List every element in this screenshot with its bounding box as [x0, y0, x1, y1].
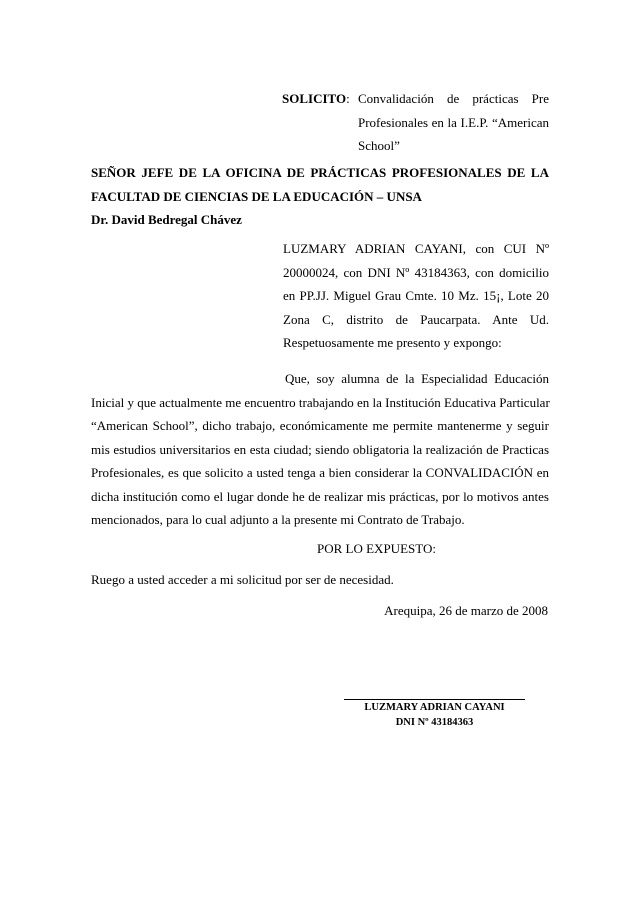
body-line: Profesionales, es que solicito a usted tenga a bien considerar la CONVALIDACIÓN en [91, 465, 549, 480]
body-line: Que, soy alumna de la Especialidad Educación [285, 371, 549, 386]
petitioner-line: Respetuosamente me presento y expongo: [283, 335, 502, 350]
body-line: “American School”, dicho trabajo, económicamente me permite mantenerme y seguir [91, 418, 549, 433]
subject-line: Profesionales en la I.E.P. “American [358, 114, 549, 130]
signature-block [344, 699, 525, 730]
body-line: mis estudios universitarios en esta ciudad; siendo obligatoria la realización de Practicas [91, 441, 549, 457]
subject-header [0, 87, 638, 159]
place-date: Arequipa, 26 de marzo de 2008 [384, 603, 548, 618]
signature-name: LUZMARY ADRIAN CAYANI [364, 702, 505, 713]
subject-label-colon: : [346, 91, 350, 106]
body-line: mencionados, para lo cual adjunto a la presente mi Contrato de Trabajo. [91, 512, 465, 527]
subject-label [282, 87, 350, 111]
body-line: dicha institución como el lugar donde he de realizar mis prácticas, por lo motivos antes [91, 488, 549, 504]
request-line: Ruego a usted acceder a mi solicitud por ser de necesidad. [91, 572, 394, 587]
addressee-name: Dr. David Bedregal Chávez [91, 212, 242, 227]
subject-line: School” [358, 138, 400, 153]
petitioner-line: Zona C, distrito de Paucarpata. Ante Ud. [283, 311, 549, 327]
addressee [91, 161, 549, 232]
subject-label-text: SOLICITO [282, 91, 347, 106]
body-line: Inicial y que actualmente me encuentro trabajando en la Institución Educativa Particular [91, 394, 550, 410]
petitioner-info [283, 237, 549, 355]
addressee-line: SEÑOR JEFE DE LA OFICINA DE PRÁCTICAS PROFESIONALES DE LA [91, 165, 549, 180]
petitioner-line: 20000024, con DNI Nº 43184363, con domicilio [283, 264, 549, 280]
subject-line: Convalidación de prácticas Pre [358, 91, 549, 106]
subject-text [358, 87, 549, 158]
petitioner-line: en PP.JJ. Miguel Grau Cmte. 10 Mz. 15¡, Lote 20 [283, 288, 549, 303]
petitioner-line: LUZMARY ADRIAN CAYANI, con CUI Nº [283, 241, 549, 256]
signature-dni: DNI Nº 43184363 [395, 717, 474, 728]
addressee-line: FACULTAD DE CIENCIAS DE LA EDUCACIÓN – UNSA [91, 188, 422, 204]
closing-heading-text: POR LO EXPUESTO: [317, 541, 436, 556]
body-paragraph [91, 367, 549, 532]
